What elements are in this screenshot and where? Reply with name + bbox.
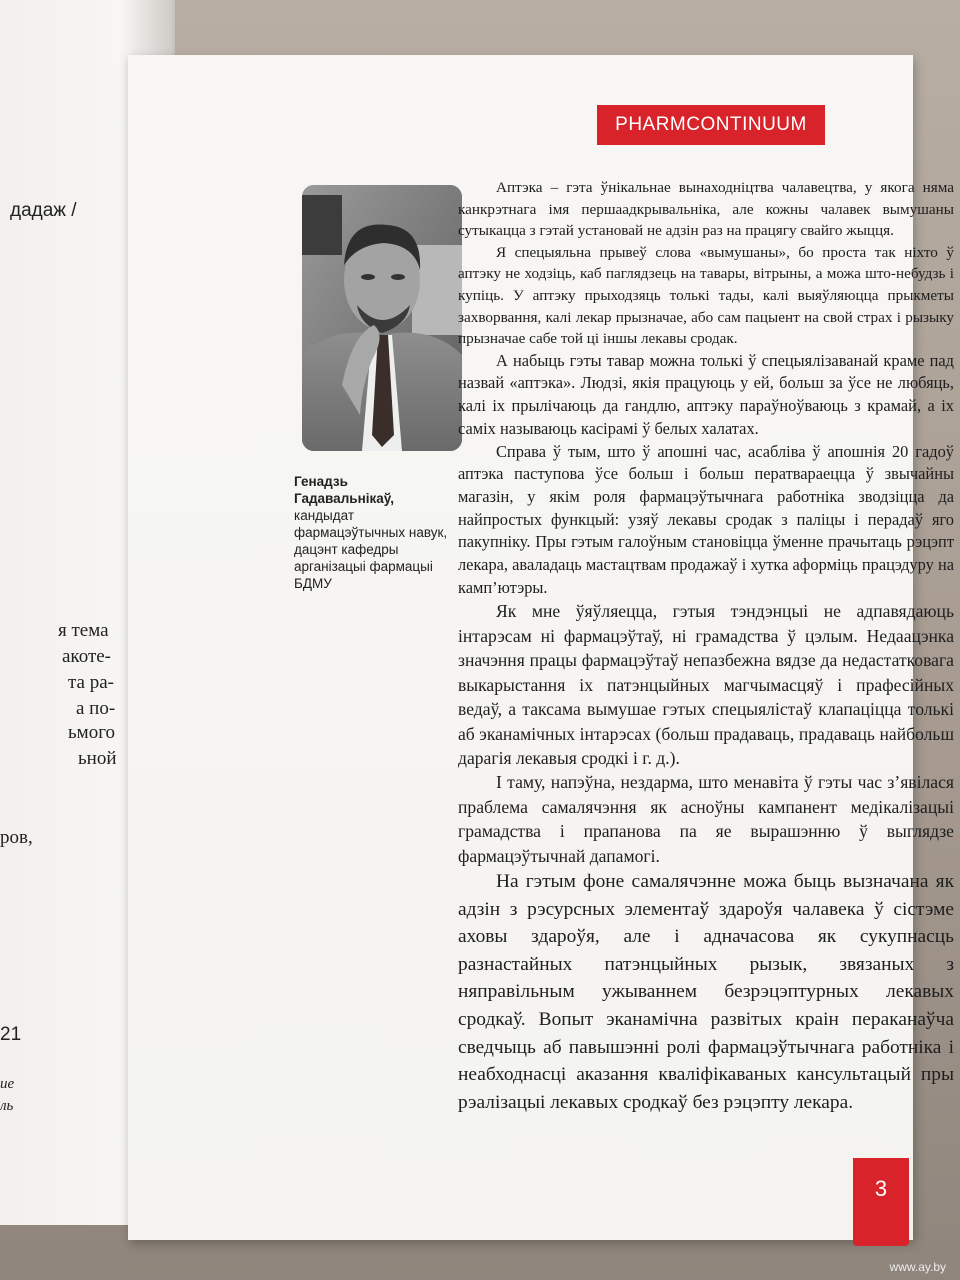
author-title: кандыдат фармацэўтычных навук, дацэнт кафедры арганізацыі фармацыі БДМУ	[294, 508, 448, 591]
article-body	[458, 177, 954, 1116]
article-paragraph: На гэтым фоне самалячэнне можа быць вызначана як адзін з рэсурсных элементаў здароўя чалавека ў сістэме аховы здароўя, але і адначасова як сукупнасць разнастайных патэнцыйных рызык, звязаных з няправільным ужываннем безрэцэптурных лекавых сродкаў. Вопыт эканамічна развітых краін пераканаўча сведчыць аб павышэнні ролі фармацэўтычнага работніка і неабходнасці аказання кваліфікаваных кансультацый пры рэалізацыі лекавых сродкаў без рэцэпту лекара.	[458, 870, 954, 1113]
page-number: 3	[853, 1158, 909, 1246]
article-paragraph: А набыць гэты тавар можна толькі ў спецыялізаванай краме пад назвай «аптэка». Людзі, якія працуюць у ей, больш за ўсе не любяць, калі іх прылічаюць да гандлю, аптэку параўноўваюць з крамай, а іх саміх называюць касірамі ў белых халатах.	[458, 350, 954, 438]
left-page-fragment: дадаж /	[10, 200, 77, 221]
current-page	[128, 55, 954, 1240]
author-portrait-image	[302, 185, 462, 451]
author-name-first: Генадзь	[294, 474, 348, 489]
author-photo	[302, 185, 462, 451]
article-paragraph: Як мне ўяўляецца, гэтыя тэндэнцыі не адпавядаюць інтарэсам ні фармацэўтаў, ні грамадства ў цэлым. Недаацэнка значэння працы фармацэўтаў непазбежна вядзе да недастатковага выкарыстання іх патэнцыйных магчымасцяў і прафесійных ведаў, а таксама вымушае гэтых спецыялістаў клапаціцца толькі аб эканамічных інтарэсах (больш прадаваць, прадаваць найбольш дарагія лекавыя сродкі і г. д.).	[458, 601, 954, 768]
left-page-fragment: ьмого	[68, 722, 116, 743]
left-page-fragment: ие	[0, 1076, 15, 1092]
left-page-fragment: ль	[0, 1098, 14, 1114]
section-brand-label: PHARMCONTINUUM	[597, 105, 825, 145]
left-page-fragment: ьной	[78, 748, 117, 769]
left-page-fragment: та ра-	[68, 672, 114, 693]
article-paragraph: І таму, напэўна, нездарма, што менавіта ў гэты час з’явілася праблема самалячэння як асноўны кампанент медікалізацыі грамадства і прапанова па яе вырашэнню ў выглядзе фармацэўтычнай дапамогі.	[458, 772, 954, 866]
author-name-last: Гадавальнікаў,	[294, 491, 394, 506]
article-paragraph: Аптэка – гэта ўнікальнае вынаходніцтва чалавецтва, у якога няма канкрэтнага імя першаадкрывальніка, але кожны чалавек вымушаны сутыкацца з гэтай установай не адзін раз на працягу свайго жыцця.	[458, 179, 954, 240]
left-page-fragment: я тема	[58, 620, 109, 641]
article-paragraph: Справа ў тым, што ў апошні час, асабліва ў апошнія 20 гадоў аптэка паступова ўсе больш і больш ператвараецца ў звычайны магазін, у якім роля фармацэўтычнага работніка зводзіцца да найпростых функцый: узяў лекавы сродак з паліцы і перадаў яго пакупніку. Пры гэтым галоўным становіцца ўменне прачытаць рэцэпт лекара, аваладаць мастацтвам продажаў і хутка аформіць працэдуру на камп’ютэры.	[458, 441, 954, 597]
watermark: www.ay.by	[889, 1260, 946, 1274]
left-page-fragment: акоте-	[62, 646, 112, 667]
article-paragraph: Я спецыяльна прывеў слова «вымушаны», бо проста так ніхто ў аптэку не ходзіць, каб паглядзець на тавары, вітрыны, а можа што-небудзь і купіць. У аптэку прыходзяць толькі тады, калі выяўляюцца прыкметы захворвання, калі лекар прызначае, або сам пацыент на свой страх і рызыку прызначае сабе той ці іншы лекавы сродак.	[458, 243, 954, 348]
left-page-fragment: 21	[0, 1024, 22, 1045]
left-page-fragment: а по-	[76, 698, 116, 719]
author-caption	[294, 473, 464, 592]
left-page-fragment: ров,	[0, 827, 33, 848]
